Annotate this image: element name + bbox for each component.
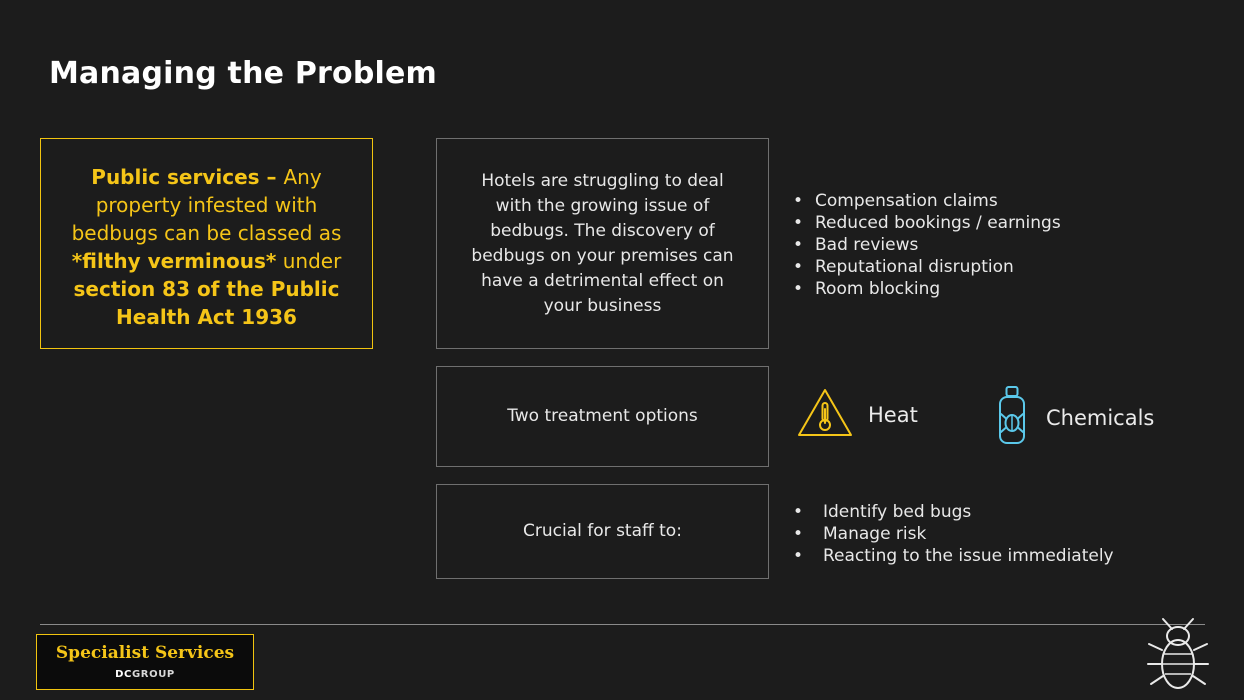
bullet-icon: • xyxy=(793,524,804,544)
staff-actions-list xyxy=(793,501,1114,567)
chemicals-label: Chemicals xyxy=(1046,406,1155,430)
list-item-label: Manage risk xyxy=(823,524,927,544)
list-item xyxy=(793,256,1061,278)
list-item xyxy=(793,501,1114,523)
list-item xyxy=(793,278,1061,300)
list-item xyxy=(793,190,1061,212)
footer-divider xyxy=(40,624,1205,625)
bullet-icon: • xyxy=(793,502,804,522)
list-item-label: Reacting to the issue immediately xyxy=(823,546,1114,566)
spray-can-bug-icon xyxy=(992,385,1032,451)
list-item-label: Compensation claims xyxy=(815,191,998,211)
treatment-options-text: Two treatment options xyxy=(507,406,698,426)
list-item-label: Bad reviews xyxy=(815,235,919,255)
list-item-label: Identify bed bugs xyxy=(823,502,972,522)
list-item xyxy=(793,234,1061,256)
list-item-label: Reputational disruption xyxy=(815,257,1014,277)
treatment-options-box xyxy=(436,366,769,467)
heat-label: Heat xyxy=(868,403,918,427)
bullet-icon: • xyxy=(793,257,804,277)
callout-emphasis: *filthy verminous* xyxy=(71,249,277,273)
impacts-list xyxy=(793,190,1061,300)
logo-title: Specialist Services xyxy=(55,643,235,663)
crucial-for-staff-text: Crucial for staff to: xyxy=(523,521,682,541)
hotels-statement-text: Hotels are struggling to deal with the growing issue of bedbugs. The discovery of bedbugs on your premises can have a detrimental effect on your business xyxy=(471,170,734,316)
list-item-label: Room blocking xyxy=(815,279,941,299)
public-services-callout-text xyxy=(63,163,350,331)
list-item-label: Reduced bookings / earnings xyxy=(815,213,1061,233)
public-services-callout xyxy=(40,138,373,349)
crucial-for-staff-box xyxy=(436,484,769,579)
callout-body-1: Any property infested with bedbugs can be classed as xyxy=(71,165,342,245)
hotels-statement-box xyxy=(436,138,769,349)
bullet-icon: • xyxy=(793,191,804,211)
bullet-icon: • xyxy=(793,213,804,233)
bullet-icon: • xyxy=(793,235,804,255)
list-item xyxy=(793,212,1061,234)
callout-tail: section 83 of the Public Health Act 1936 xyxy=(73,277,340,329)
specialist-services-logo xyxy=(36,634,254,690)
list-item xyxy=(793,545,1114,567)
warning-triangle-thermometer-icon xyxy=(796,385,854,445)
bedbug-icon xyxy=(1146,616,1210,692)
bullet-icon: • xyxy=(793,279,804,299)
logo-sub-group: GROUP xyxy=(131,669,175,680)
list-item xyxy=(793,523,1114,545)
logo-sub-dc: DC xyxy=(115,669,132,680)
page-title: Managing the Problem xyxy=(49,56,437,91)
logo-subtitle xyxy=(37,669,253,680)
callout-lead: Public services – xyxy=(91,165,284,189)
chemicals-treatment-item xyxy=(992,385,1154,451)
bullet-icon: • xyxy=(793,546,804,566)
heat-treatment-item xyxy=(796,385,918,445)
callout-body-2: under xyxy=(276,249,342,273)
